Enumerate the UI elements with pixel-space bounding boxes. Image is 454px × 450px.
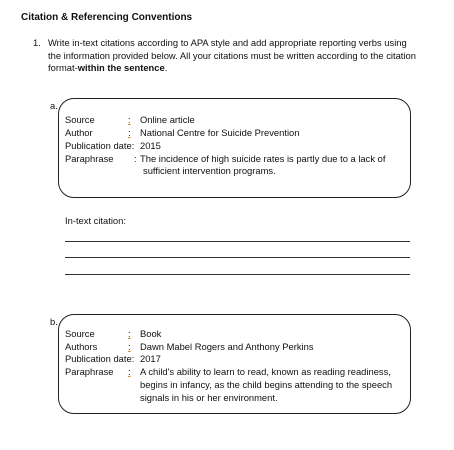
answer-line[interactable]: [65, 257, 410, 258]
item-b-source: Book: [140, 328, 162, 339]
question-number: 1.: [33, 37, 41, 48]
item-b-date-label: Publication date:: [65, 353, 135, 364]
item-a-author-colon: :: [128, 127, 131, 138]
item-b-author: Dawn Mabel Rogers and Anthony Perkins: [140, 341, 314, 352]
item-b-source-colon: :: [128, 328, 131, 339]
item-b-paraphrase-line: begins in infancy, as the child begins attending to the speech: [140, 379, 393, 390]
item-a-date-label: Publication date:: [65, 140, 135, 151]
item-b-marker: b.: [50, 316, 58, 327]
answer-line[interactable]: [65, 241, 410, 242]
item-a-author-label: Author: [65, 127, 93, 138]
item-a-paraphrase-line: sufficient intervention programs.: [143, 165, 276, 176]
item-b-paraphrase-line: A child's ability to learn to read, known as reading readiness,: [140, 366, 391, 377]
page-title: Citation & Referencing Conventions: [21, 12, 193, 23]
instruction-end: .: [164, 62, 168, 73]
item-a-source-colon: :: [128, 114, 131, 125]
instruction-text: [33, 37, 418, 75]
answer-line[interactable]: [65, 274, 410, 275]
item-b-paraphrase-colon: :: [128, 366, 131, 377]
item-b-date: 2017: [140, 353, 161, 364]
item-a-paraphrase-label: Paraphrase: [65, 153, 114, 164]
item-b-author-colon: :: [128, 341, 131, 352]
item-b-author-label: Authors: [65, 341, 98, 352]
item-b-source-label: Source: [65, 328, 95, 339]
instruction-bold: within the sentence: [77, 62, 165, 73]
item-a-author: National Centre for Suicide Prevention: [140, 127, 300, 138]
item-a-date: 2015: [140, 140, 161, 151]
in-text-citation-label: In-text citation:: [65, 215, 126, 226]
item-a-marker: a.: [50, 100, 58, 111]
item-b-paraphrase-line: signals in his or her environment.: [140, 392, 278, 403]
item-a-source-label: Source: [65, 114, 95, 125]
item-b-paraphrase-label: Paraphrase: [65, 366, 114, 377]
item-a-source: Online article: [140, 114, 195, 125]
instruction-body: Write in-text citations according to APA style and add appropriate reporting verbs using the information provided below. All your citations must be written according to the citation format-: [48, 37, 416, 73]
item-a-paraphrase-line: The incidence of high suicide rates is partly due to a lack of: [140, 153, 386, 164]
item-a-paraphrase-colon: :: [134, 153, 137, 164]
